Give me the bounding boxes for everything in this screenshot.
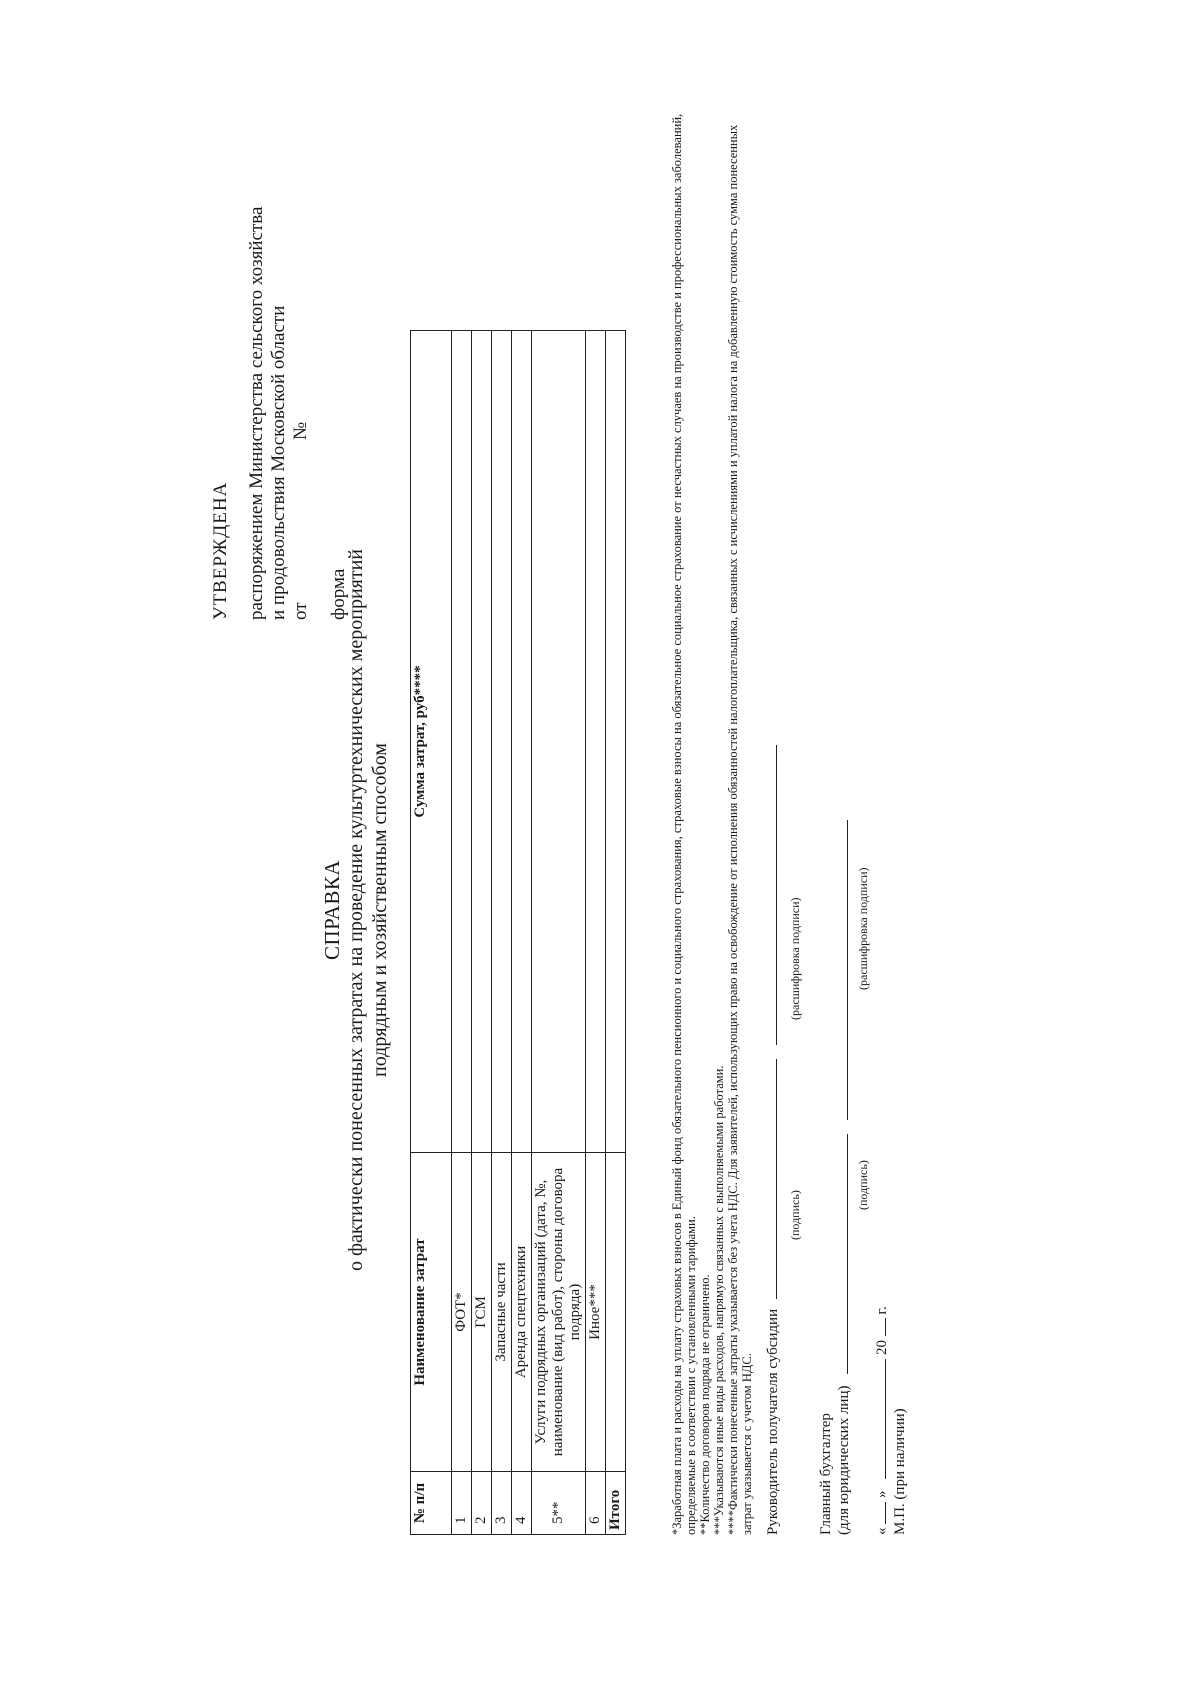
accountant-label-2: (для юридических лиц) xyxy=(836,1385,852,1535)
approval-line-2: и продовольствия Московской области xyxy=(268,305,289,620)
table-row xyxy=(532,331,586,1535)
date-close-quote: » xyxy=(874,1490,890,1498)
row-number: Итого xyxy=(606,1472,626,1535)
costs-table xyxy=(410,330,626,1535)
table-row xyxy=(492,331,512,1535)
approval-line-1: распоряжением Министерства сельского хозяйства xyxy=(246,206,267,620)
page-subtitle-1: о фактически понесенных затратах на проведение культуртехнических мероприятий xyxy=(345,549,367,1271)
footnote-3: ***Указываются иные виды расходов, напрямую связанных с выполняемыми работами. xyxy=(712,1065,726,1535)
date-open-quote: « xyxy=(874,1527,890,1535)
row-cost-name: Запасные части xyxy=(492,1153,512,1472)
head-decode-caption: (расшифровка подписи) xyxy=(788,897,802,1020)
table-header-row xyxy=(411,331,452,1535)
row-cost-name: Иное*** xyxy=(586,1153,606,1472)
accountant-signature-caption: (подпись) xyxy=(856,1160,870,1210)
page-subtitle-2: подрядным и хозяйственным способом xyxy=(369,743,391,1077)
row-cost-sum[interactable] xyxy=(492,331,512,1153)
row-cost-sum[interactable] xyxy=(472,331,492,1153)
approval-heading: УТВЕРЖДЕНА xyxy=(210,481,231,620)
head-signature-caption: (подпись) xyxy=(788,1190,802,1240)
table-row-total xyxy=(606,331,626,1535)
footnotes xyxy=(670,95,754,1535)
accountant-signature-line[interactable] xyxy=(847,1134,848,1374)
stamp-label: М.П. (при наличии) xyxy=(892,1408,908,1535)
row-cost-sum[interactable] xyxy=(512,331,532,1153)
row-number: 1 xyxy=(452,1472,472,1535)
head-signature-row xyxy=(765,745,782,1535)
approval-date-row xyxy=(290,207,312,620)
row-cost-name xyxy=(606,1153,626,1472)
table-row xyxy=(512,331,532,1535)
table-row xyxy=(586,331,606,1535)
row-cost-sum[interactable] xyxy=(452,331,472,1153)
date-day-line[interactable] xyxy=(885,1502,886,1524)
accountant-decode-caption: (расшифровка подписи) xyxy=(856,867,870,990)
row-cost-name: Аренда спецтехники xyxy=(512,1153,532,1472)
approval-from-label: от xyxy=(290,602,311,620)
accountant-signature-row xyxy=(836,820,853,1535)
date-year-suffix: г. xyxy=(874,1306,890,1315)
page-title: СПРАВКА xyxy=(320,860,344,961)
footnote-2: **Количество договоров подряда не ограничено. xyxy=(698,1274,712,1535)
accountant-decode-line[interactable] xyxy=(847,820,848,1120)
row-cost-sum[interactable] xyxy=(586,331,606,1153)
date-month-line[interactable] xyxy=(885,1359,886,1479)
date-year-line[interactable] xyxy=(885,1318,886,1336)
table-row xyxy=(472,331,492,1535)
header-number: № п/п xyxy=(411,1472,452,1535)
footnote-4: ****Фактически понесенные затраты указывается без учета НДС. Для заявителей, использующих право на освобождение от исполнения обязанностей налогоплательщика, связанных с исчислениями и уплатой налога на добавленную стоимость сумма понесенных затрат указывается с учетом НДС. xyxy=(726,124,754,1535)
head-decode-line[interactable] xyxy=(776,745,777,1045)
row-number: 4 xyxy=(512,1472,532,1535)
form-label: форма xyxy=(328,568,349,620)
row-cost-sum[interactable] xyxy=(532,331,586,1153)
row-cost-name: ГСМ xyxy=(472,1153,492,1472)
head-label: Руководитель получателя субсидии xyxy=(765,1308,781,1535)
row-number: 5** xyxy=(532,1472,586,1535)
row-number: 3 xyxy=(492,1472,512,1535)
footnote-1: *Заработная плата и расходы на уплату страховых взносов в Единый фонд обязательного пенсионного и социального страхования, страховые взносы на обязательное социальное страхование от несчастных случаев на производстве и профессиональных заболеваний, определяемые в соответствии с установленными тарифами. xyxy=(670,113,698,1535)
header-cost-name: Наименование затрат xyxy=(411,1153,452,1472)
header-cost-sum: Сумма затрат, руб**** xyxy=(411,331,452,1153)
row-cost-sum[interactable] xyxy=(606,331,626,1153)
row-number: 2 xyxy=(472,1472,492,1535)
date-year-prefix: 20 xyxy=(874,1340,890,1355)
approval-number-label: № xyxy=(290,421,311,440)
document-sheet xyxy=(210,60,910,1620)
title-block xyxy=(320,530,392,1290)
row-number: 6 xyxy=(586,1472,606,1535)
row-cost-name: Услуги подрядных организаций (дата, №, наименование (вид работ), стороны договора подряда) xyxy=(532,1153,586,1472)
accountant-label-1: Главный бухгалтер xyxy=(818,1413,834,1535)
table-row xyxy=(452,331,472,1535)
row-cost-name: ФОТ* xyxy=(452,1153,472,1472)
date-row xyxy=(874,1306,891,1535)
head-signature-line[interactable] xyxy=(776,1059,777,1299)
